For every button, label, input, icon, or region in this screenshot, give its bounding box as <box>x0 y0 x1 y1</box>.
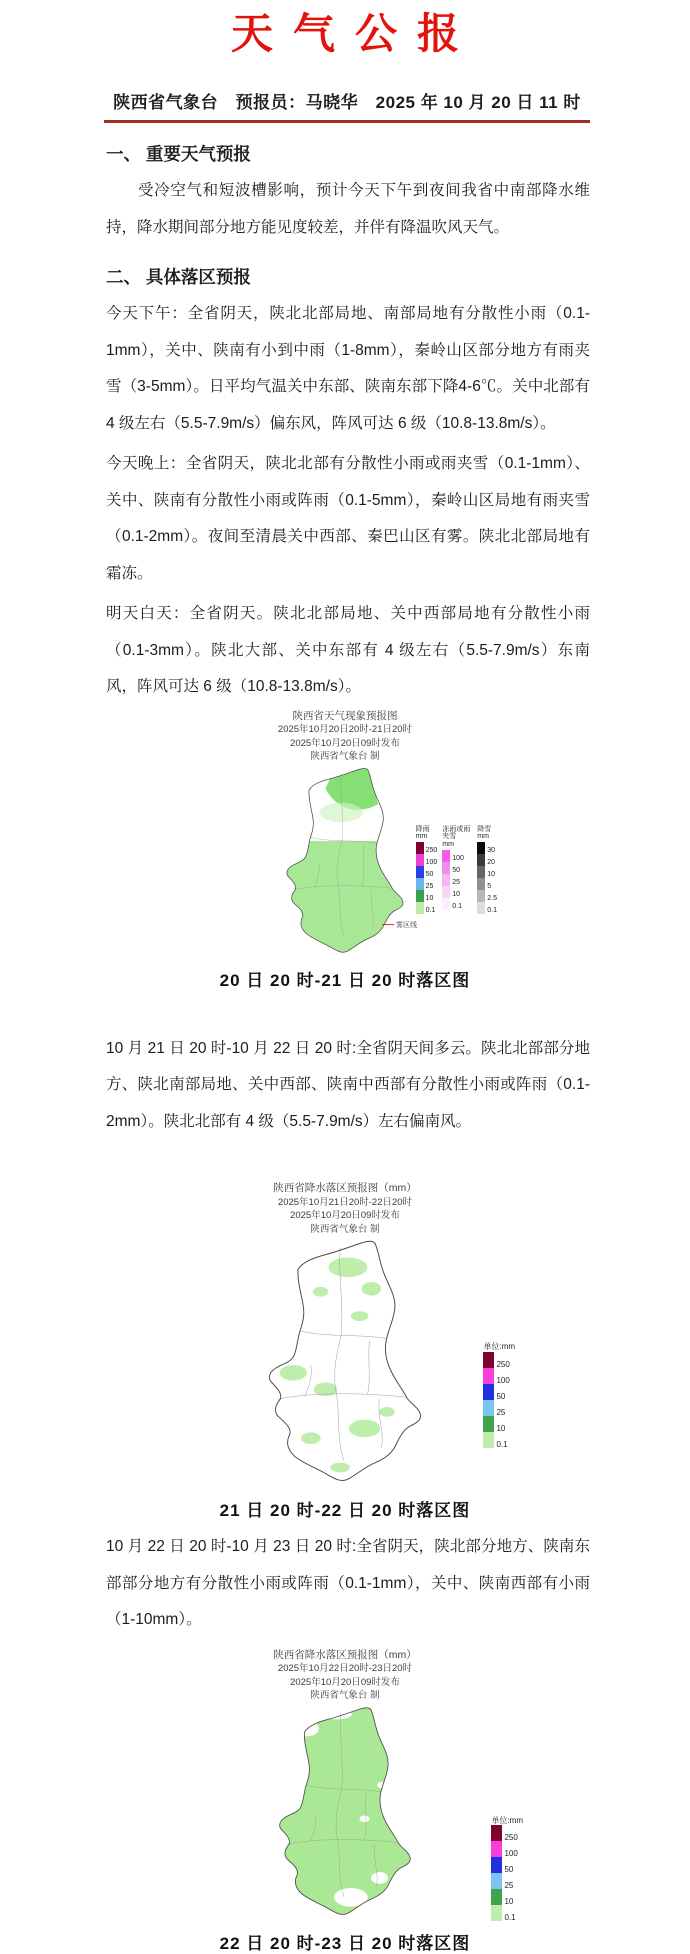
figure1-map-area <box>165 766 525 958</box>
figure3-title-block <box>105 1649 585 1703</box>
figure3-valid-time: 2025年10月22日20时-23日20时 <box>277 1663 413 1674</box>
paragraph-tonight: 今天晚上：全省阴天，陕北北部有分散性小雨或雨夹雪（0.1-1mm）、关中、陕南有分散性小雨或阵雨（0.1-5mm），秦岭山区局地有雨夹雪（0.1-2mm）。夜间至清晨关中西部、秦巴山区有雾。陕北北部局地有霜冻。 <box>106 455 590 582</box>
section-1-paragraph: 受冷空气和短波槽影响，预计今天下午到夜间我省中南部降水维持，降水期间部分地方能见度较差，并伴有降温吹风天气。 <box>106 182 590 236</box>
paragraph-oct22-23: 10 月 22 日 20 时-10 月 23 日 20 时:全省阴天，陕北部分地方、陕南东部部分地方有分散性小雨或阵雨（0.1-1mm），关中、陕南西部有小雨（1-10mm）。 <box>106 1538 590 1628</box>
figure1-author: 陕西省气象台 制 <box>310 751 380 762</box>
fog-line-icon <box>382 924 394 925</box>
figure3-legend-group <box>491 1817 523 1922</box>
figure2-title-block <box>105 1182 585 1236</box>
fog-line-label: 雾区线 <box>396 921 417 929</box>
paragraph-oct21-22: 10 月 21 日 20 时-10 月 22 日 20 时:全省阴天间多云。陕北北部部分地方、陕北南部局地、关中西部、陕南中西部有分散性小雨或阵雨（0.1-2mm）。陕北北部有 4 级（5.5-7.9m/s）左右偏南风。 <box>106 1039 590 1130</box>
legend-fog-line <box>382 920 417 930</box>
legend-rain: 降雨 mm 250 100 50 25 10 0.1 <box>415 825 438 914</box>
figure2-caption: 21 日 20 时-22 日 20 时落区图 <box>219 1501 471 1520</box>
rain-area-full <box>268 1705 422 1921</box>
figure1-caption: 20 日 20 时-21 日 20 时落区图 <box>219 970 471 990</box>
legend-sleet: 冻雨或雨夹雪 mm 100 50 25 10 0.1 <box>442 825 471 910</box>
prefecture-borders <box>278 1248 407 1461</box>
province-outline <box>269 1241 420 1480</box>
paragraph-today-afternoon: 今天下午：全省阴天，陕北北部局地、南部局地有分散性小雨（0.1-1mm），关中、陕南有小到中雨（1-8mm），秦岭山区部分地方有雨夹雪（3-5mm）。日平均气温关中东部、陕南东部下降4-6℃。关中北部有 4 级左右（5.5-7.9m/s）偏东风，阵风可达 6 级（10.8-13.8m/s）。 <box>106 305 590 432</box>
figure3-title: 陕西省降水落区预报图（mm） <box>273 1648 417 1661</box>
shaanxi-map-day2 <box>250 1238 440 1488</box>
figure2-legend-group <box>483 1343 515 1448</box>
paragraph-tomorrow-day: 明天白天：全省阴天。陕北北部局地、关中西部局地有分散性小雨（0.1-3mm）。陕北大部、关中东部有 4 级左右（5.5-7.9m/s）东南风，阵风可达 6 级（10.8-13.8m/s）。 <box>106 605 590 695</box>
figure3-author: 陕西省气象台 制 <box>310 1690 380 1701</box>
figure1-issue-time: 2025年10月20日09时发布 <box>290 737 400 749</box>
section-2-heading: 二、 具体落区预报 <box>106 267 251 287</box>
figure3-caption: 22 日 20 时-23 日 20 时落区图 <box>219 1933 471 1953</box>
legend-snow: 降雪 mm 30 20 10 5 2.5 0.1 <box>477 825 497 914</box>
bulletin-content <box>106 139 590 706</box>
figure2-valid-time: 2025年10月21日20时-22日20时 <box>277 1196 413 1208</box>
figure3-issue-time: 2025年10月20日09时发布 <box>290 1676 400 1688</box>
figure1-legend-group <box>416 826 497 915</box>
figure1-title: 陕西省天气现象预报图 <box>292 709 398 722</box>
page-title: 天气公报 <box>230 10 479 57</box>
shaanxi-map-day3 <box>263 1705 427 1921</box>
figure2-title: 陕西省降水落区预报图（mm） <box>273 1182 417 1194</box>
figure-weather-map-day1 <box>105 710 585 991</box>
figure3-map-area <box>165 1705 525 1921</box>
figure1-valid-time: 2025年10月20日20时-21日20时 <box>277 724 413 735</box>
figure-precip-map-day3 <box>105 1649 585 1954</box>
rain-area-fade <box>320 802 364 822</box>
figure-precip-map-day2 <box>105 1182 585 1521</box>
legend-precip-mm: 单位:mm 250 100 50 25 10 0.1 <box>491 1815 523 1922</box>
figure2-issue-time: 2025年10月20日09时发布 <box>290 1210 400 1221</box>
bulletin-content-2 <box>106 1031 590 1141</box>
scattered-rain-areas <box>280 1258 395 1473</box>
figure2-map-area <box>165 1238 525 1488</box>
meta-line: 陕西省气象台 预报员：马晓华 2025 年 10 月 20 日 11 时 <box>104 88 590 123</box>
figure2-author: 陕西省气象台 制 <box>310 1223 380 1235</box>
bulletin-content-3 <box>106 1529 590 1639</box>
legend-precip-mm: 单位:mm 250 100 50 25 10 0.1 <box>483 1342 515 1449</box>
rain-area-south <box>277 841 414 958</box>
section-1-heading: 一、 重要天气预报 <box>106 144 251 164</box>
figure1-title-block <box>105 710 585 764</box>
